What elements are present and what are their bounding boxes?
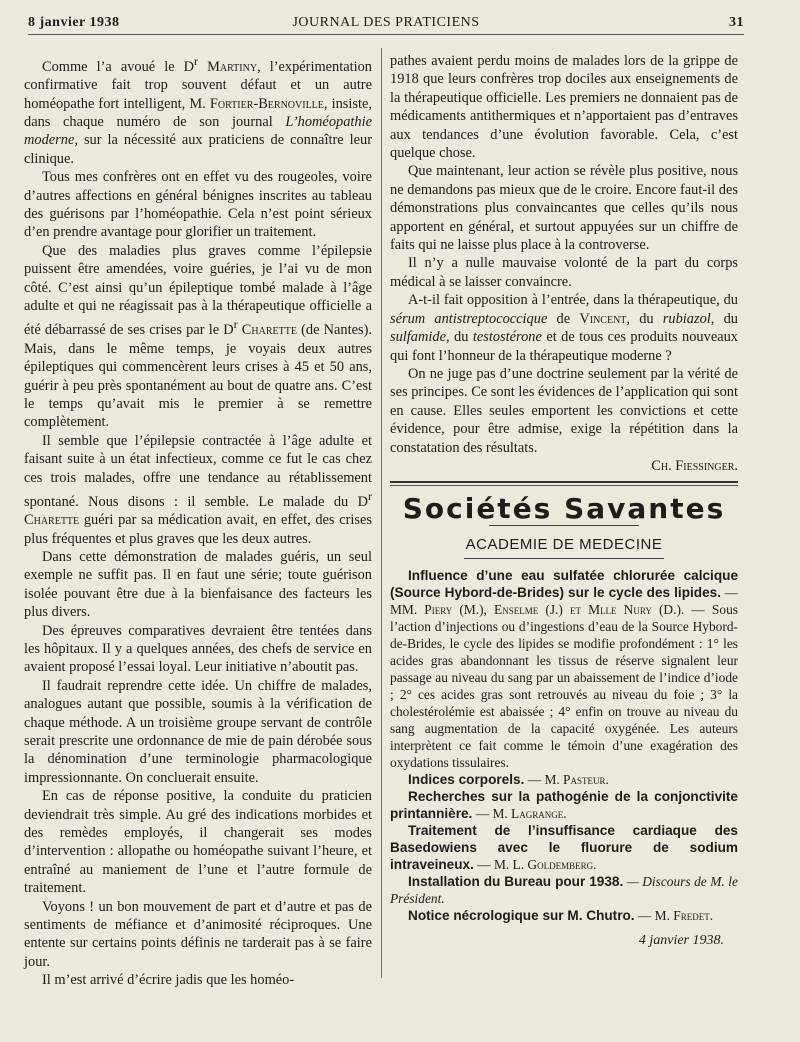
header-date: 8 janvier 1938 [28,15,120,30]
paragraph: On ne juge pas d’une doctrine seulement par la vérité de ses principes. Ce sont les évidences de l’application qui sont en cause. Elles seules emportent les convictions et cette évidence, pour être admise, exige la répétition dans la constatation des résultats. [390,365,738,456]
paragraph: Dans cette démonstration de malades guéris, un seul exemple ne suffit pas. Il en faut une série; toute guérison isolée pouvant être due à la bienfaisance des facteurs les plus divers. [24,548,372,621]
paragraph: Voyons ! un bon mouvement de part et d’autre et pas de sentiments de méfiance et d’animosité réciproques. Une entente sur certains points définis ne tarderait pas à se faire jour. [24,898,372,970]
section-heading: Sociétés Savantes [402,492,726,526]
subsection-heading-underline [464,558,664,559]
person-name: Charette [24,512,80,529]
article-end-rule-thin [390,485,738,486]
academy-entry: Recherches sur la pathogénie de la conjonctivite printannière. — M. Lagrange. [390,789,738,822]
academy-entry: Influence d’une eau sulfatée chlorurée calcique (Source Hybord-de-Brides) sur le cycle des lipides. — MM. Piery (M.), Enselme (J.) et Mlle Nury (D.). — Sous l’action d’injections ou d’ingestions d’eau de la Source Hybord-de-Brides, le cycle des lipides se modifie profondément : 1° les acides gras abandonnant les tissus de réserve signalent leur passage au niveau du sang par un abaissement de l’indice d’iode ; 2° ces acides gras sont retrouvés au niveau du foie ; 3° la cholestérolémie est abaissée ; 4° enfin on trouve au niveau du sang augmentation de la capacité oxygénée. Les auteurs interprètent ce fait comme le témoin d’une exagération des oxydations tissulaires. [390,568,738,771]
session-date: 4 janvier 1938. [638,933,724,949]
academy-entry: Traitement de l’insuffisance cardiaque des Basedowiens avec le fluorure de sodium intraveineux. — M. L. Goldemberg. [390,823,738,873]
right-column [390,52,738,951]
person-name: Vincent [579,310,627,327]
paragraph: Que maintenant, leur action se révèle plus positive, nous ne demandons pas mieux que de le croire. Encore faut-il des démonstrations plus convaincantes que celles qu’ils nous apportent en général, et surtout appuyées sur un chiffre de faits qui ne laisse plus place à la controverse. [390,163,738,254]
paragraph: Que des maladies plus graves comme l’épilepsie puissent être amendées, voire guéries, je l’ai vu de mon côté. C’est ainsi qu’un épileptique tombé malade à l’âge adulte et qui ne réagissait pas à la thérapeutique officielle a été débarrassé de ses crises par le $D^r$ Charette (de Nantes). Mais, dans le même temps, je voyais deux autres épileptiques qui commencèrent leurs crises à 45 et 50 ans, guérir à peu près spontanément au bout de quatre ans. C’est le temps qu’avait mis le premier à se remettre complètement. [24,242,372,431]
running-header [28,10,744,35]
paragraph: Il m’est arrivé d’écrire jadis que les homéo- [42,972,295,989]
subsection-heading: ACADEMIE DE MEDECINE [465,535,663,553]
academy-entry: Indices corporels. — M. Pasteur. [408,772,609,788]
paragraph: Des épreuves comparatives devraient être tentées dans les hôpitaux. Il y a quelques années, des chefs de service en avaient proposé l’essai loyal. Leur initiative n’aboutit pas. [24,622,372,676]
person-name: Fortier-Bernoville [209,95,324,112]
academy-entry: Installation du Bureau pour 1938. — Discours de M. le Président. [390,874,738,907]
author-signature: Ch. Fiessinger. [651,457,738,474]
article-end-rule [390,481,738,483]
column-divider [381,48,382,978]
journal-title: L’homéopathie moderne [24,114,372,149]
paragraph: Il n’y a nulle mauvaise volonté de la part du corps médical à se laisser convaincre. [390,255,738,290]
header-page-number: 31 [729,15,744,30]
paragraph: Il semble que l’épilepsie contractée à l’âge adulte et faisant suite à un état infectieux, comme ce fut le cas chez ces trois malades, offre une tendance au rétablissement spontané. Nous disons : il semble. Le malade du $D^r$ Charette guéri par sa médication avait, en effet, des crises plus fréquentes et plus graves que les deux autres. [24,432,372,547]
paragraph: En cas de réponse positive, la conduite du praticien deviendrait très simple. Au gré des indications morbides et des remèdes employés, il changerait ses modes d’intervention : allopathe ou homéopathe suivant l’heure, et entraîné au maniement de l’une et l’autre formule de traitement. [24,788,372,897]
header-journal-title: JOURNAL DES PRATICIENS [292,15,480,30]
paragraph: Comme l’a avoué le $D^r$ Martiny, l’expérimentation confirmative fait trop souvent défaut et un autre homéopathe fort intelligent, M. Fortier-Bernoville, insiste, dans chaque numéro de son journal L’homéopathie moderne, sur la nécessité aux praticiens de connaître leur clinique. [24,54,372,167]
academy-entry: Notice nécrologique sur M. Chutro. — M. Fredet. [408,908,714,924]
paragraph: pathes avaient perdu moins de malades lors de la grippe de 1918 que leurs confrères trop dociles aux enseignements de la thérapeutique officielle. Les premiers ne donnaient pas de médicaments antithermiques et n’apportaient pas d’entraves aux tendances d’une évolution favorable. Cela, c’est quelque chose. [390,53,738,162]
person-name: Martiny [207,58,258,75]
paragraph: Tous mes confrères ont en effet vu des rougeoles, voire d’autres affections en général bénignes inscrites au tableau des guérisons par l’homéopathie. Cela n’est point sérieux d’en prendre avantage pour glorifier un traitement. [24,169,372,241]
left-column [24,52,372,990]
paragraph: A-t-il fait opposition à l’entrée, dans la thérapeutique, du sérum antistreptococcique de Vincent, du rubiazol, du sulfamide, du testostérone et de tous ces produits nouveaux qui font l’honneur de la thérapeutique moderne ? [390,292,738,364]
person-name: Charette [241,322,297,339]
paragraph: Il faudrait reprendre cette idée. Un chiffre de malades, analogues autant que possible, soumis à la vérification de chaque méthode. A un troisième groupe servant de contrôle serait prescrite une ordonnance de mie de pain dérobée sous la dénomination d’une terminologie pharmacologique impressionnante. On concluerait ensuite. [24,677,372,786]
